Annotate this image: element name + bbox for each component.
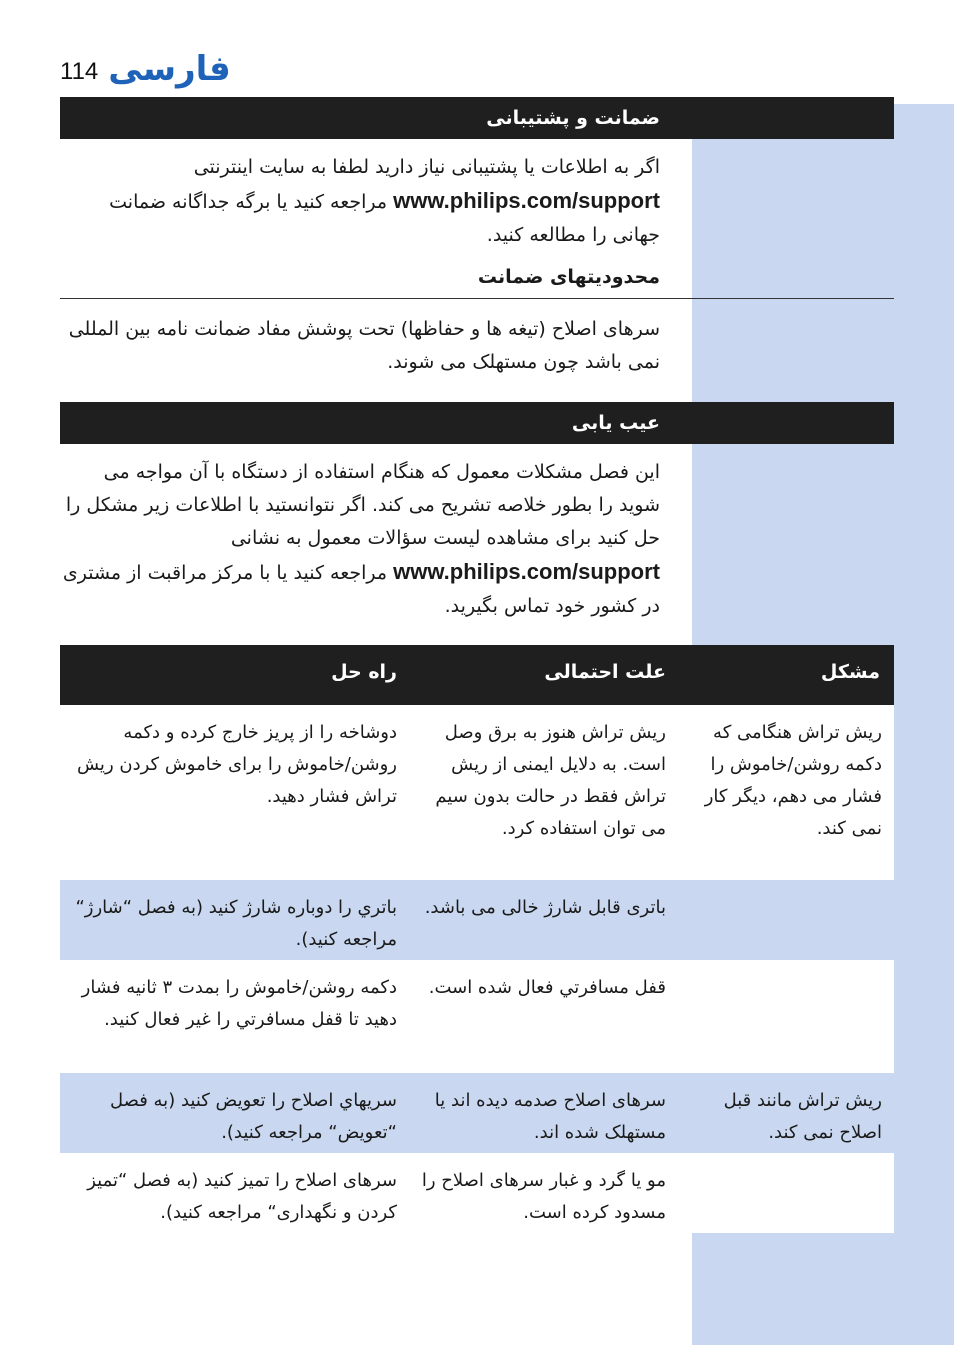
- warranty-heading-bar: [60, 97, 894, 139]
- troubleshooting-paragraph: [60, 456, 660, 623]
- table-row: [60, 1153, 894, 1233]
- warranty-text-after: مراجعه کنید یا برگه جداگانه ضمانت جهانی را مطالعه کنید.: [109, 191, 660, 246]
- warranty-text-before: اگر به اطلاعات یا پشتیبانی نیاز دارید لطفا به سایت اینترنتی: [193, 156, 660, 178]
- cell-cause: مو یا گرد و غبار سرهای اصلاح را مسدود کرده است.: [421, 1170, 666, 1223]
- cell-solution: باتري را دوباره شارژ کنید (به فصل “شارژ“ مراجعه کنید).: [75, 897, 397, 950]
- cell-cause: سرهای اصلاح صدمه دیده اند یا مستهلک شده اند.: [434, 1090, 666, 1143]
- cell-cause: ریش تراش هنوز به برق وصل است. به دلایل ایمنی از ریش تراش فقط در حالت بدون سیم می توان استفاده کرد.: [435, 722, 666, 839]
- cell-solution: سرهای اصلاح را تمیز کنید (به فصل “تمیز کردن و نگهداری“ مراجعه کنید).: [87, 1170, 397, 1223]
- divider: [60, 298, 894, 299]
- page-header: [60, 36, 231, 89]
- page-title: فارسی: [108, 49, 231, 89]
- cell-solution: سریهاي اصلاح را تعویض کنید (به فصل “تعویض“ مراجعه کنید).: [109, 1090, 397, 1143]
- header-cause: علت احتمالی: [544, 661, 666, 683]
- troubleshooting-table: [60, 645, 894, 1233]
- header-solution: راه حل: [331, 661, 397, 683]
- support-link[interactable]: www.philips.com/support: [393, 188, 660, 213]
- cell-problem: ریش تراش مانند قبل اصلاح نمی کند.: [723, 1090, 882, 1143]
- table-row: [60, 705, 894, 880]
- support-link[interactable]: www.philips.com/support: [393, 559, 660, 584]
- header-problem: مشکل: [820, 661, 880, 683]
- table-row: [60, 960, 894, 1073]
- cell-cause: باتری قابل شارژ خالی می باشد.: [424, 897, 666, 918]
- cell-cause: قفل مسافرتي فعال شده است.: [428, 977, 666, 998]
- cell-problem: ریش تراش هنگامی که دکمه روشن/خاموش را فشار می دهم، دیگر کار نمی کند.: [704, 722, 882, 839]
- page-number: 114: [60, 58, 99, 85]
- cell-solution: دوشاخه را از پریز خارج کرده و دکمه روشن/خاموش را برای خاموش کردن ریش تراش فشار دهید.: [76, 722, 397, 807]
- table-row: [60, 1073, 894, 1153]
- troubleshooting-heading: عیب یابی: [571, 412, 660, 434]
- troubleshooting-text-before: این فصل مشکلات معمول که هنگام استفاده از دستگاه با آن مواجه می شوید را بطور خلاصه تشریح می کند. اگر نتوانستید با اطلاعات زیر مشکل را حل کنید برای مشاهده لیست سؤالات معمول به نشانی: [65, 461, 660, 549]
- warranty-paragraph: [60, 151, 660, 252]
- table-header: [60, 645, 894, 705]
- table-row: [60, 880, 894, 960]
- warranty-heading: ضمانت و پشتیبانی: [486, 107, 660, 129]
- troubleshooting-heading-bar: [60, 402, 894, 444]
- troubleshooting-text-after: مراجعه کنید یا با مرکز مراقبت از مشتری در کشور خود تماس بگیرید.: [62, 562, 660, 617]
- warranty-limits-heading: محدودیتهای ضمانت: [477, 266, 660, 288]
- warranty-limits-text: سرهای اصلاح (تیغه ها و حفاظها) تحت پوشش مفاد ضمانت نامه بین المللی نمی باشد چون مستهلک می شوند.: [68, 318, 660, 373]
- cell-solution: دکمه روشن/خاموش را بمدت ۳ ثانیه فشار دهید تا قفل مسافرتي را غیر فعال کنید.: [81, 977, 397, 1030]
